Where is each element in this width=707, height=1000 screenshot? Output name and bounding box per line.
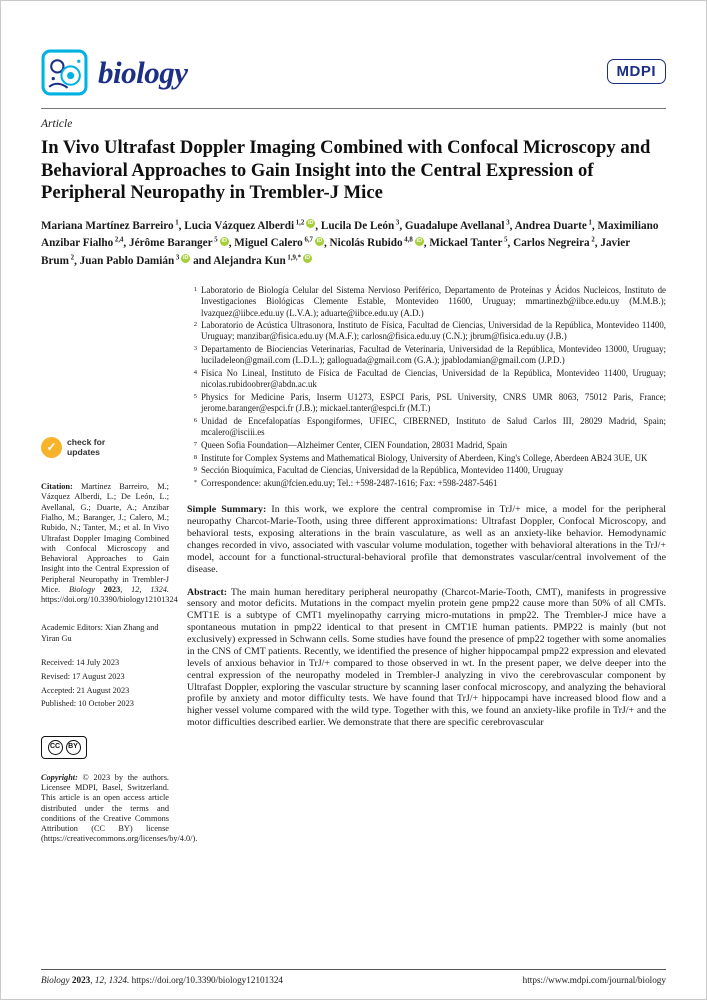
citation-title: In Vivo Ultrafast Doppler Imaging Combined with Confocal Microscopy and Behavioral Approaches to Gain Insight into the Central Expression of Peripheral Neuropathy in Trembler-J Mice. [41,523,169,594]
journal-brand [41,49,188,96]
abstract-text: The main human hereditary peripheral neuropathy (Charcot-Marie-Tooth, CMT), manifests in progressive sensory and motor deficits. Mutations in the compact myelin protein gene pmp22 cause more than 50% of all CMTs. CMT1E is a subtype of CMT1 myelinopathy carrying micro-mutations in pmp22. The Trembler-J mice have a spontaneous mutation in pmp22 identical to that present in CMT1E human patients. PMP22 is mainly (but not exclusively) expressed in Schwann cells. Some studies have found the presence of pmp22 together with some anomalies in the CNS of CMT patients. Recently, we identified the presence of higher hippocampal pmp22 expression and elevated levels of anxious behavior in TrJ/+ compared to those observed in wt. In the present paper, we delve deeper into the central expression of the neuropathy modeled in Trembler-J analyzing in vivo the cerebrovascular component by Ultrafast Doppler, exploring the vascular structure by scanning laser confocal microscopy, and analyzing the behavioral profile by anxiety and motor difficulty tests. We have found that TrJ/+ hippocampi have increased blood flow and a higher vessel volume compared with the wild type. Together with this, we found an anxiety-like profile in TrJ/+ and the motor difficulties described earlier. We demonstrate that there are specific cerebrovascular [187,586,666,729]
biology-journal-icon [41,49,88,96]
article-title: In Vivo Ultrafast Doppler Imaging Combined with Confocal Microscopy and Behavioral Approaches to Gain Insight into the Central Expression of Peripheral Neuropathy in Trembler-J Mice [41,137,651,204]
sidebar [41,285,198,853]
affiliation: 3 Departamento de Biociencias Veterinarias, Facultad de Veterinaria, Universidad de la República, Montevideo 13000, Uruguay; luciladeleon@gmail.com (L.D.L.); galloguada@gmail.com (G.A.); jpablodamian@gmail.com (J.P.D.) [193,344,666,366]
mdpi-logo[interactable]: MDPI [607,59,667,84]
citation-doi-link[interactable]: https://doi.org/10.3390/biology12101324 [41,595,178,605]
author: Miguel Calero $^{6,7}$ iD [234,236,323,250]
author: Alejandra Kun $^{1,9,*}$ iD [213,254,311,267]
citation-journal: Biology [68,584,95,594]
affiliation: 2 Laboratorio de Acústica Ultrasonora, Instituto de Física, Facultad de Ciencias, Universidad de la República, Montevideo 11400, Uruguay; manzibar@fisica.edu.uy (M.A.F.); carlosn@fisica.edu.uy (C.N.); jbrum@fisica.edu.uy (J.B.) [193,320,666,342]
orcid-icon[interactable]: iD [221,237,227,244]
affiliation: 5 Physics for Medicine Paris, Inserm U1273, ESPCI Paris, PSL University, CNRS UMR 8063, 75012 Paris, France; jerome.baranger@espci.fr (J.B.); mickael.tanter@espci.fr (M.T.) [193,392,666,414]
cc-by-license-icon[interactable] [41,736,87,759]
copyright-block [41,772,198,845]
affiliation: 7 Queen Sofia Foundation—Alzheimer Center, CIEN Foundation, 28031 Madrid, Spain [193,439,508,450]
citation-volume-pages: , 12, 1324. [120,584,170,594]
cc-icon: CC [48,740,63,755]
date-received: Received: 14 July 2023 [41,658,120,668]
affiliation: 9 Sección Bioquímica, Facultad de Ciencias, Universidad de la República, Montevideo 11400, Uruguay [193,465,564,476]
orcid-icon[interactable]: iD [304,255,311,261]
affiliation: 6 Unidad de Encefalopatías Espongiformes, UFIEC, CIBERNED, Instituto de Salud Carlos III, 28029 Madrid, Spain; mcalero@isciii.es [193,416,666,438]
affiliation: 8 Institute for Complex Systems and Mathematical Biology, University of Aberdeen, King's College, Aberdeen AB24 3UE, UK [193,452,648,463]
footer-doi-link[interactable]: https://doi.org/10.3390/biology12101324 [131,975,284,985]
author: Mariana Martínez Barreiro $^1$ [41,219,179,233]
page-footer [41,969,666,985]
simple-summary-label: Simple Summary: [187,504,267,516]
main-column [187,285,666,853]
orcid-icon[interactable]: iD [183,255,189,261]
date-published: Published: 10 October 2023 [41,699,134,709]
citation-block [41,482,178,605]
article-type-label: Article [41,118,73,130]
author-line: Mariana Martínez Barreiro $^1$, Lucia Vázquez Alberdi $^{1,2}$ iD , Lucila De León $^3$, Guadalupe Avellanal $^3$, Andrea Duarte $^1$, Maximiliano Anzibar Fialho $^{2,4}$, Jérôme Baranger $^5$ iD , Miguel Calero $^{6,7}$ iD , Nicolás Rubido $^{4,8}$ iD , Mickael Tanter $^5$, Carlos Negreira $^2$, Javier Brum $^2$, Juan Pablo Damián $^3$ iD and Alejandra Kun $^{1,9,*}$ iD [41,219,659,267]
author: Lucila De León $^3$ [320,219,400,233]
check-for-updates-badge[interactable] [41,437,129,458]
footer-journal: Biology [41,975,70,985]
citation-year: 2023 [94,584,121,594]
copyright-text: © 2023 by the authors. Licensee MDPI, Basel, Switzerland. This article is an open access article distributed under the terms and conditions of the Creative Commons Attribution (CC BY) license (https://creativecommons.org/licenses/by/4.0/). [41,772,198,844]
author: Carlos Negreira $^2$ [513,236,595,250]
abstract-label: Abstract: [187,586,228,598]
footer-journal-url[interactable]: https://www.mdpi.com/journal/biology [522,975,666,985]
academic-editors-block [41,623,169,645]
orcid-icon[interactable]: iD [416,237,423,244]
footer-citation [41,975,283,985]
check-for-updates-icon: ✓ [41,437,62,458]
page-header [41,1,666,96]
academic-editors-label: Academic Editors: [41,623,103,633]
header-rule [41,108,666,109]
author: Juan Pablo Damián $^3$ iD [79,254,189,267]
journal-name: biology [98,54,188,90]
date-accepted: Accepted: 21 August 2023 [41,685,130,695]
copyright-label: Copyright: [41,772,78,782]
affiliation: 4 Física No Lineal, Instituto de Física de Facultad de Ciencias, Universidad de la República, Montevideo 11400, Uruguay; nicolas.rubidoobrer@abdn.ac.uk [193,368,666,390]
citation-label: Citation: [41,482,73,492]
author: Andrea Duarte $^1$ [514,219,592,233]
academic-editors-names: Xian Zhang and Yiran Gu [41,623,159,644]
history-dates [41,658,169,710]
author: Mickael Tanter $^5$ [429,236,508,250]
citation-authors: Martínez Barreiro, M.; Vázquez Alberdi, L.; De León, L.; Avellanal, G.; Duarte, A.; Anzibar Fialho, M.; Baranger, J.; Calero, M.; Rubido, N.; Tanter, M.; et al. [41,482,169,533]
footer-year: 2023 [69,975,91,985]
simple-summary-text: In this work, we explore the central compromise in TrJ/+ mice, a model for the peripheral neuropathy Charcot-Marie-Tooth, using three different approximations: Ultrafast Doppler, Confocal Microscopy, and behavioral tests, exposing alterations in the brain vasculature, as well as an anxiety-like behavior. Hemodynamic changes recorded in vivo, associated with vascular volume modulation, together with behavioral alterations in the TrJ/+ model, account for a functional-structural-behavioral profile that demonstrates vascular/central involvement of the disease. [187,504,666,575]
author: Jérôme Baranger $^5$ iD [129,236,227,250]
affiliation-list [187,285,666,489]
author: Nicolás Rubido $^{4,8}$ iD [329,236,423,250]
affiliation: 1 Laboratorio de Biología Celular del Sistema Nervioso Periférico, Departamento de Proteínas y Ácidos Nucleicos, Instituto de Investigaciones Biológicas Clemente Estable, Montevideo 11600, Uruguay; mmartinezb@iibce.edu.uy (M.M.B.); lvazquez@iibce.edu.uy (L.V.A.); aduarte@iibce.edu.uy (A.D.) [193,285,666,318]
orcid-icon[interactable]: iD [308,220,314,227]
simple-summary [187,504,666,575]
author: Guadalupe Avellanal $^3$ [404,219,510,233]
check-for-updates-label: check for updates [67,436,106,457]
abstract [187,587,666,730]
orcid-icon[interactable]: iD [316,237,323,244]
footer-volume-pages: , 12, 1324. [90,975,132,985]
by-icon: BY [66,740,81,755]
author: Lucia Vázquez Alberdi $^{1,2}$ iD [184,219,314,233]
author: Maximiliano Anzibar Fialho $^{2,4}$ [41,220,659,250]
affiliation: * Correspondence: akun@fcien.edu.uy; Tel.: +598-2487-1616; Fax: +598-2487-5461 [193,478,498,489]
author: Javier Brum $^2$ [41,237,630,267]
content-columns [41,285,666,853]
date-revised: Revised: 17 August 2023 [41,671,125,681]
